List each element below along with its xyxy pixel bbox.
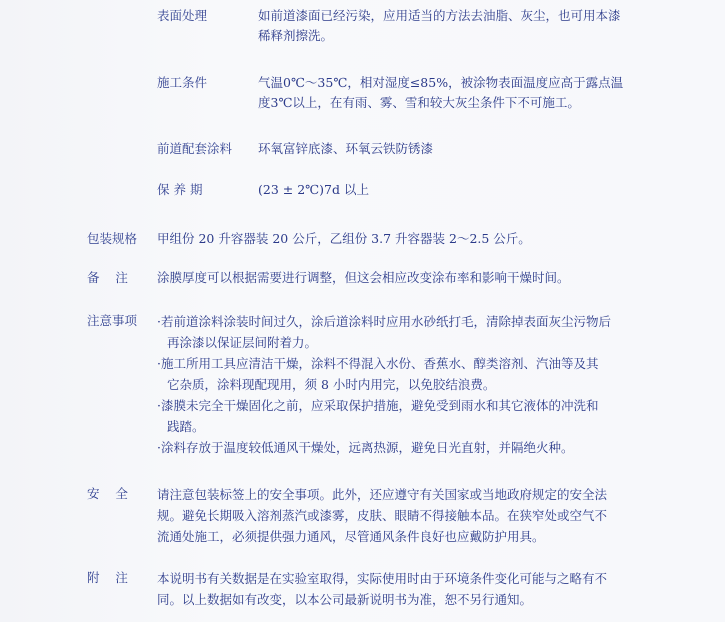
conditions-text [258,73,623,113]
notes-line-3: ·施工所用工具应清洁干燥，涂料不得混入水份、香蕉水、醇类溶剂、汽油等及其 [157,356,599,371]
surface-prep-text [258,6,621,46]
packaging-label: 包装规格 [87,231,138,246]
remarks-text: 涂膜厚度可以根据需要进行调整，但这会相应改变涂布率和影响干燥时间。 [157,270,570,285]
conditions-line-2: 度3℃以上，在有雨、雾、雪和较大灰尘条件下不可施工。 [258,95,580,110]
notes-line-4: 它杂质，涂料现配现用，须 8 小时内用完，以免胶结浪费。 [167,377,496,392]
notes-label: 注意事项 [87,313,138,328]
safety-line-2: 规。避免长期吸入溶剂蒸汽或漆雾，皮肤、眼睛不得接触本品。在狭窄处或空气不 [157,508,608,523]
packaging-text: 甲组份 20 升容器装 20 公斤，乙组份 3.7 升容器装 2～2.5 公斤。 [157,231,531,246]
notes-line-5: ·漆膜未完全干燥固化之前，应采取保护措施，避免受到雨水和其它液体的冲洗和 [157,398,599,413]
safety-label: 安 全 [87,486,128,501]
safety-text [157,484,607,547]
safety-line-3: 流通处施工，必须提供强力通风，尽管通风条件良好也应戴防护用具。 [157,529,545,544]
primer-text: 环氧富锌底漆、环氧云铁防锈漆 [258,141,434,156]
conditions-line-1: 气温0℃～35℃，相对湿度≤85%，被涂物表面温度应高于露点温 [258,75,624,90]
notes-line-7: ·涂料存放于温度较低通风干燥处，远离热源，避免日光直射，并隔绝火种。 [157,440,574,455]
safety-line-1: 请注意包装标签上的安全事项。此外，还应遵守有关国家或当地政府规定的安全法 [157,487,608,502]
notes-line-6: 践踏。 [167,419,205,434]
notes-text [157,311,611,458]
surface-prep-label: 表面处理 [157,8,208,23]
notes-line-1: ·若前道涂料涂装时间过久，涂后道涂料时应用水砂纸打毛，清除掉表面灰尘污物后 [157,314,611,329]
surface-prep-line-2: 稀释剂擦洗。 [258,28,334,43]
appendix-text [157,568,607,610]
appendix-label: 附 注 [87,570,128,585]
surface-prep-line-1: 如前道漆面已经污染，应用适当的方法去油脂、灰尘，也可用本漆 [258,8,621,23]
conditions-label: 施工条件 [157,75,208,90]
primer-label: 前道配套涂料 [157,141,233,156]
notes-line-2: 再涂漆以保证层间附着力。 [167,335,318,350]
curing-text: (23 ± 2℃)7d 以上 [258,182,369,197]
remarks-label: 备 注 [87,270,128,285]
appendix-line-2: 同。以上数据如有改变，以本公司最新说明书为准，恕不另行通知。 [157,592,533,607]
curing-label: 保 养 期 [157,182,203,197]
appendix-line-1: 本说明书有关数据是在实验室取得，实际使用时由于环境条件变化可能与之略有不 [157,571,608,586]
